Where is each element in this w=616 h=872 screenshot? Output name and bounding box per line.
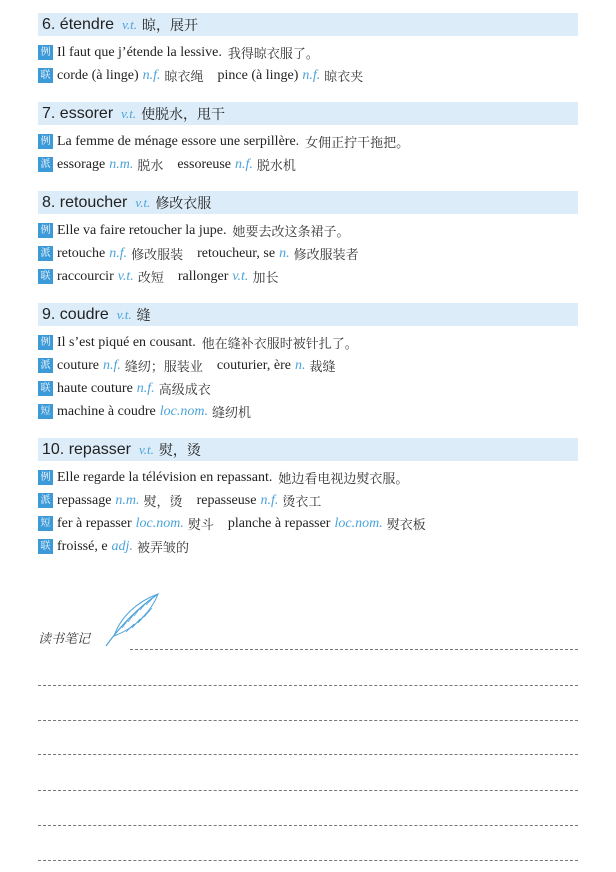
related-translation: 裁缝 — [309, 360, 336, 375]
related-word: froissé, e — [57, 538, 108, 554]
related-word: planche à repasser — [227, 515, 331, 531]
example-sentence: La femme de ménage essore une serpillère. — [57, 133, 300, 149]
entry-line — [38, 377, 578, 400]
line-tag-badge: 联 — [38, 381, 53, 396]
headword: 7. essorer — [42, 104, 114, 122]
related-translation: 晾衣绳 — [164, 70, 204, 85]
headword-translation: 修改衣服 — [155, 195, 212, 212]
entry-line — [38, 512, 578, 535]
line-tag-badge: 例 — [38, 223, 53, 238]
line-tag-badge: 短 — [38, 516, 53, 531]
line-tag-badge: 例 — [38, 45, 53, 60]
related-pos: n.f. — [260, 492, 279, 508]
related-translation: 脱水机 — [256, 159, 296, 174]
entry-header — [38, 13, 578, 36]
line-tag-badge: 派 — [38, 358, 53, 373]
part-of-speech: v.t. — [135, 194, 151, 210]
example-translation: 女佣正拧干拖把。 — [305, 136, 410, 151]
related-word: essorage — [57, 156, 106, 172]
related-pos: n.f. — [142, 67, 161, 83]
related-word: retouche — [57, 245, 106, 261]
entry-line — [38, 153, 578, 176]
related-pos: loc.nom. — [334, 515, 383, 531]
related-word: rallonger — [177, 268, 229, 284]
line-tag-badge: 例 — [38, 335, 53, 350]
line-tag-badge: 联 — [38, 539, 53, 554]
example-sentence: Elle va faire retoucher la jupe. — [57, 222, 227, 238]
related-word: repassage — [57, 492, 112, 508]
note-line — [38, 825, 578, 826]
related-word: repasseuse — [196, 492, 257, 508]
headword: 8. retoucher — [42, 193, 128, 211]
example-sentence: Il faut que j’étende la lessive. — [57, 44, 222, 60]
related-translation: 被弄皱的 — [136, 541, 189, 556]
line-tag-badge: 联 — [38, 269, 53, 284]
line-tag-badge: 派 — [38, 157, 53, 172]
entry-line — [38, 331, 578, 354]
entry-line — [38, 242, 578, 265]
related-translation: 缝纫机 — [211, 406, 251, 421]
entry-line — [38, 354, 578, 377]
entry-line — [38, 265, 578, 288]
related-pos: v.t. — [117, 268, 134, 284]
line-tag-badge: 例 — [38, 470, 53, 485]
note-line — [38, 790, 578, 791]
part-of-speech: v.t. — [122, 16, 137, 32]
note-line — [38, 860, 578, 861]
vocabulary-page — [38, 13, 578, 573]
entry-line — [38, 400, 578, 423]
entry-header — [38, 102, 578, 125]
related-pos: adj. — [111, 538, 133, 554]
related-pos: n.f. — [235, 156, 253, 172]
related-pos: loc.nom. — [159, 403, 208, 419]
headword-translation: 熨，烫 — [158, 442, 201, 459]
related-translation: 熨衣板 — [386, 518, 426, 533]
entry-line — [38, 219, 578, 242]
headword-translation: 晾，展开 — [141, 17, 198, 34]
example-translation: 她边看电视边熨衣服。 — [278, 472, 409, 487]
related-translation: 脱水 — [137, 159, 164, 174]
entry-header — [38, 438, 578, 461]
vocab-entry — [38, 303, 578, 423]
line-tag-badge: 联 — [38, 68, 53, 83]
line-tag-badge: 派 — [38, 493, 53, 508]
entry-line — [38, 130, 578, 153]
headword: 9. coudre — [42, 305, 109, 323]
line-tag-badge: 派 — [38, 246, 53, 261]
related-translation: 修改服装者 — [293, 248, 359, 263]
related-word: raccourcir — [57, 268, 114, 284]
related-translation: 高级成衣 — [158, 383, 211, 398]
notes-title: 读书笔记 — [38, 632, 91, 647]
related-pos: n.f. — [102, 357, 121, 373]
note-line — [130, 649, 578, 650]
related-translation: 修改服装 — [131, 248, 184, 263]
part-of-speech: v.t. — [116, 306, 132, 322]
related-translation: 加长 — [252, 271, 279, 286]
related-translation: 熨斗 — [187, 518, 214, 533]
note-line — [38, 720, 578, 721]
entry-line — [38, 466, 578, 489]
related-pos: n.f. — [302, 67, 321, 83]
entry-header — [38, 191, 578, 214]
entry-line — [38, 64, 578, 87]
headword: 10. repasser — [42, 440, 131, 458]
example-translation: 我得晾衣服了。 — [227, 47, 319, 62]
entry-header — [38, 303, 578, 326]
related-translation: 烫衣工 — [282, 495, 322, 510]
related-word: machine à coudre — [57, 403, 156, 419]
example-sentence: Il s’est piqué en cousant. — [57, 334, 196, 350]
vocab-entry — [38, 102, 578, 176]
line-tag-badge: 例 — [38, 134, 53, 149]
line-tag-badge: 短 — [38, 404, 53, 419]
related-translation: 缝纫；服装业 — [124, 360, 203, 375]
related-translation: 晾衣夹 — [324, 70, 364, 85]
related-word: retoucheur, se — [197, 245, 276, 261]
related-word: haute couture — [57, 380, 133, 396]
related-pos: v.t. — [232, 268, 249, 284]
related-word: couture — [57, 357, 99, 373]
headword-translation: 使脱水，甩干 — [141, 106, 226, 123]
example-sentence: Elle regarde la télévision en repassant. — [57, 469, 273, 485]
related-pos: loc.nom. — [135, 515, 184, 531]
note-line — [38, 685, 578, 686]
example-translation: 他在缝补衣服时被针扎了。 — [201, 337, 358, 352]
example-translation: 她要去改这条裙子。 — [232, 225, 350, 240]
entry-line — [38, 41, 578, 64]
related-translation: 改短 — [137, 271, 164, 286]
related-pos: n. — [279, 245, 290, 261]
related-word: pince (à linge) — [217, 67, 299, 83]
related-word: fer à repasser — [57, 515, 132, 531]
headword-translation: 缝 — [136, 307, 151, 324]
entry-line — [38, 489, 578, 512]
vocab-entry — [38, 191, 578, 288]
entry-line — [38, 535, 578, 558]
related-word: couturier, ère — [216, 357, 291, 373]
related-pos: n.f. — [136, 380, 155, 396]
vocab-entry — [38, 438, 578, 558]
note-line — [38, 754, 578, 755]
part-of-speech: v.t. — [121, 105, 137, 121]
related-translation: 熨，烫 — [143, 495, 183, 510]
related-pos: n.m. — [109, 156, 134, 172]
vocab-entry — [38, 13, 578, 87]
part-of-speech: v.t. — [138, 441, 154, 457]
related-pos: n.m. — [115, 492, 140, 508]
related-word: corde (à linge) — [57, 67, 139, 83]
related-pos: n.f. — [109, 245, 128, 261]
headword: 6. étendre — [42, 15, 115, 33]
feather-icon — [102, 592, 162, 648]
related-word: essoreuse — [177, 156, 231, 172]
related-pos: n. — [294, 357, 306, 373]
